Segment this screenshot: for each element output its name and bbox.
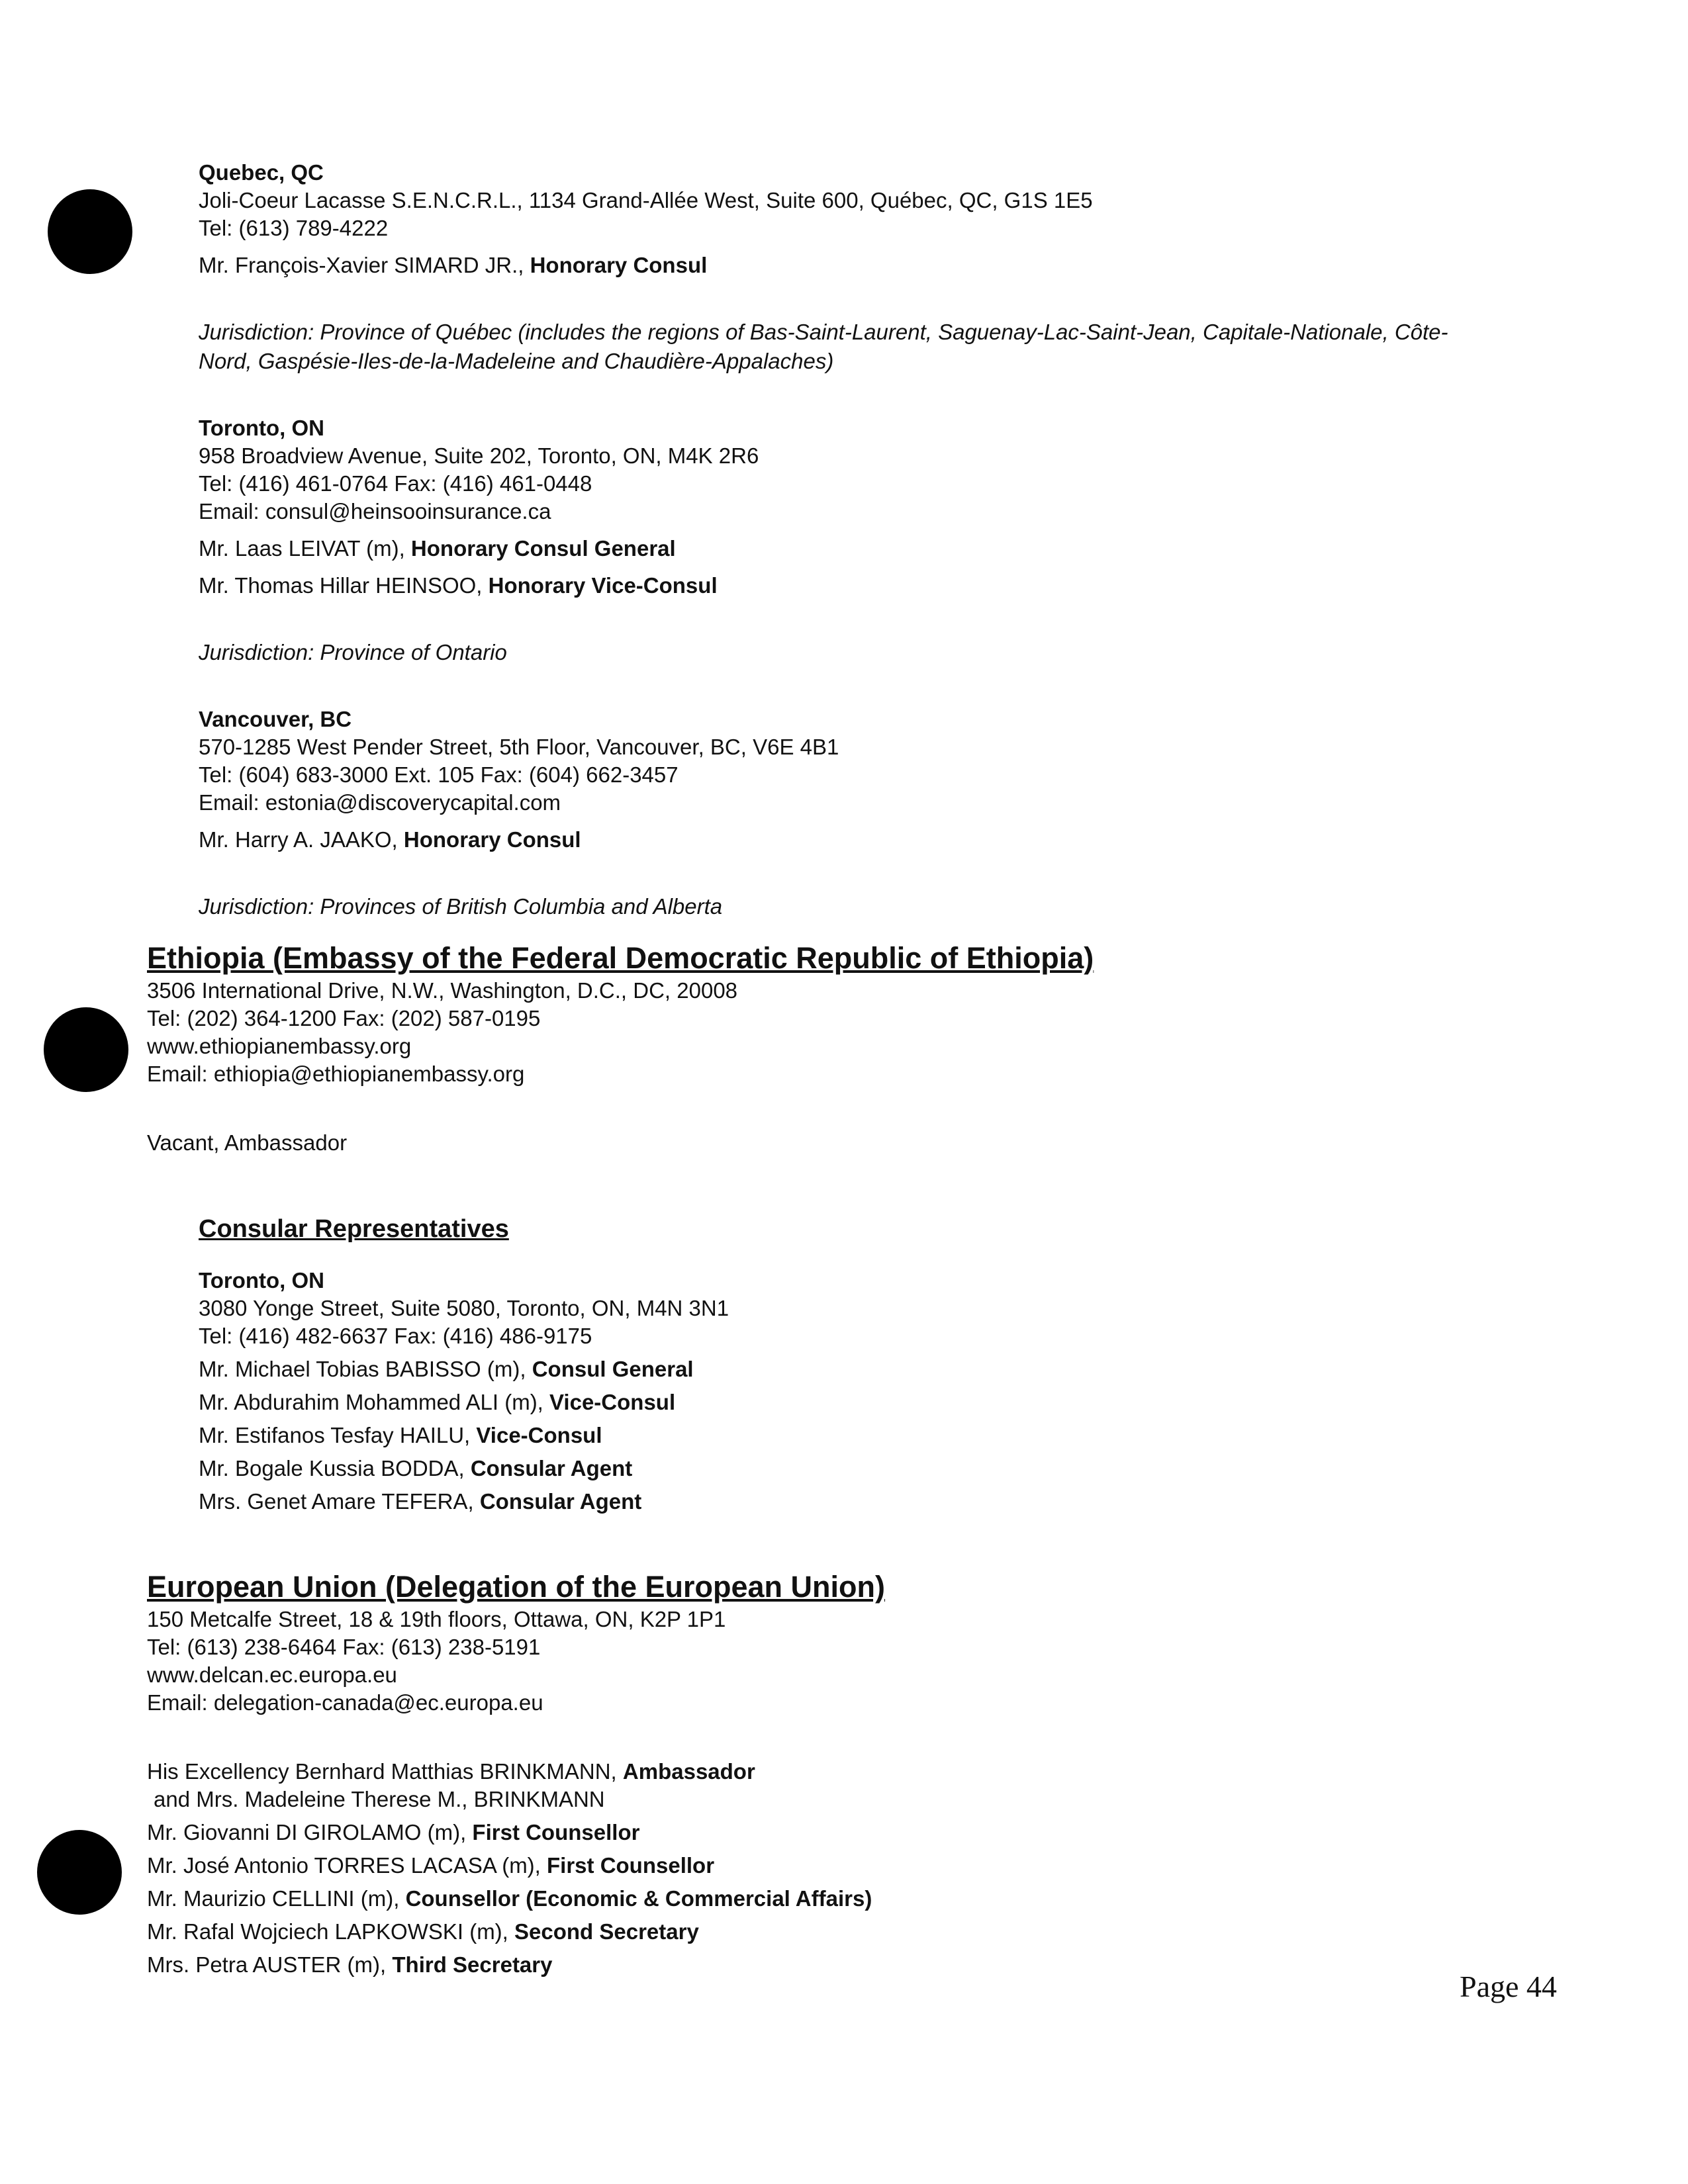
consul-entry: Mr. François-Xavier SIMARD JR., Honorary Consul: [199, 253, 708, 277]
consulate-phone: Tel: (613) 789-4222: [199, 216, 389, 240]
consul-entry: Mrs. Genet Amare TEFERA, Consular Agent: [199, 1489, 642, 1514]
consulate-phone: Tel: (416) 482-6637 Fax: (416) 486-9175: [199, 1324, 592, 1348]
consul-entry: Mr. Thomas Hillar HEINSOO, Honorary Vice-Consul: [199, 573, 718, 598]
eu-section: [147, 1569, 1471, 1981]
mission-phone: Tel: (613) 238-6464 Fax: (613) 238-5191: [147, 1635, 541, 1659]
consul-entry: Mr. Laas LEIVAT (m), Honorary Consul General: [199, 536, 676, 561]
staff-entry: Mr. José Antonio TORRES LACASA (m), First Counsellor: [147, 1853, 715, 1878]
consulate-phone: Tel: (604) 683-3000 Ext. 105 Fax: (604) 662-3457: [199, 762, 679, 787]
consulate-location: Vancouver, BC: [199, 707, 352, 731]
consul-entry: Mr. Michael Tobias BABISSO (m), Consul General: [199, 1357, 694, 1381]
mission-address: 3506 International Drive, N.W., Washington, D.C., DC, 20008: [147, 978, 738, 1003]
binder-hole-middle: [44, 1007, 128, 1092]
consulate-address: 570-1285 West Pender Street, 5th Floor, Vancouver, BC, V6E 4B1: [199, 735, 839, 759]
mission-head-spouse: and Mrs. Madeleine Therese M., BRINKMANN: [154, 1787, 605, 1811]
consulate-location: Toronto, ON: [199, 1268, 325, 1293]
staff-entry: Mr. Giovanni DI GIROLAMO (m), First Counsellor: [147, 1820, 640, 1844]
consulate-phone: Tel: (416) 461-0764 Fax: (416) 461-0448: [199, 471, 592, 496]
consul-entry: Mr. Abdurahim Mohammed ALI (m), Vice-Consul: [199, 1390, 676, 1414]
binder-hole-top: [48, 189, 132, 274]
mission-ambassador: Vacant, Ambassador: [147, 1130, 348, 1155]
consulate-email: Email: consul@heinsooinsurance.ca: [199, 499, 551, 523]
consulate-location: Toronto, ON: [199, 416, 325, 440]
mission-phone: Tel: (202) 364-1200 Fax: (202) 587-0195: [147, 1006, 541, 1030]
consul-entry: Mr. Estifanos Tesfay HAILU, Vice-Consul: [199, 1423, 602, 1447]
consulate-jurisdiction: Jurisdiction: Province of Ontario: [199, 640, 507, 664]
mission-website: www.delcan.ec.europa.eu: [147, 1662, 397, 1687]
consul-entry: Mr. Bogale Kussia BODDA, Consular Agent: [199, 1456, 633, 1480]
consulate-jurisdiction: Jurisdiction: Province of Québec (includes the regions of Bas-Saint-Laurent, Saguenay-Lac-Saint-Jean, Capitale-Nationale, Côte-Nord, Gaspésie-Iles-de-la-Madeleine and Chaudière-Appalaches): [199, 320, 1448, 373]
estonia-consular-section: [199, 159, 1489, 921]
consul-entry: Mr. Harry A. JAAKO, Honorary Consul: [199, 827, 581, 852]
consulate-jurisdiction: Jurisdiction: Provinces of British Columbia and Alberta: [199, 894, 723, 919]
mission-title: Ethiopia (Embassy of the Federal Democratic Republic of Ethiopia): [147, 941, 1094, 975]
staff-entry: Mr. Rafal Wojciech LAPKOWSKI (m), Second Secretary: [147, 1919, 699, 1944]
mission-email: Email: ethiopia@ethiopianembassy.org: [147, 1062, 525, 1086]
ethiopia-consular-section: [199, 1215, 1489, 1518]
consulate-address: Joli-Coeur Lacasse S.E.N.C.R.L., 1134 Grand-Allée West, Suite 600, Québec, QC, G1S 1E5: [199, 188, 1093, 212]
ethiopia-section: [147, 940, 1504, 1157]
mission-website: www.ethiopianembassy.org: [147, 1034, 412, 1058]
binder-hole-bottom: [37, 1830, 122, 1915]
consulate-location: Quebec, QC: [199, 160, 324, 185]
consulate-address: 3080 Yonge Street, Suite 5080, Toronto, ON, M4N 3N1: [199, 1296, 729, 1320]
consular-heading: Consular Representatives: [199, 1215, 509, 1243]
mission-address: 150 Metcalfe Street, 18 & 19th floors, Ottawa, ON, K2P 1P1: [147, 1607, 726, 1631]
mission-email: Email: delegation-canada@ec.europa.eu: [147, 1690, 543, 1715]
staff-entry: Mrs. Petra AUSTER (m), Third Secretary: [147, 1952, 553, 1977]
consulate-address: 958 Broadview Avenue, Suite 202, Toronto, ON, M4K 2R6: [199, 443, 759, 468]
staff-entry: Mr. Maurizio CELLINI (m), Counsellor (Economic & Commercial Affairs): [147, 1886, 872, 1911]
mission-title: European Union (Delegation of the European Union): [147, 1570, 885, 1604]
consulate-email: Email: estonia@discoverycapital.com: [199, 790, 561, 815]
page-number: Page 44: [1460, 1970, 1557, 2003]
mission-head: His Excellency Bernhard Matthias BRINKMANN, Ambassador: [147, 1759, 755, 1784]
